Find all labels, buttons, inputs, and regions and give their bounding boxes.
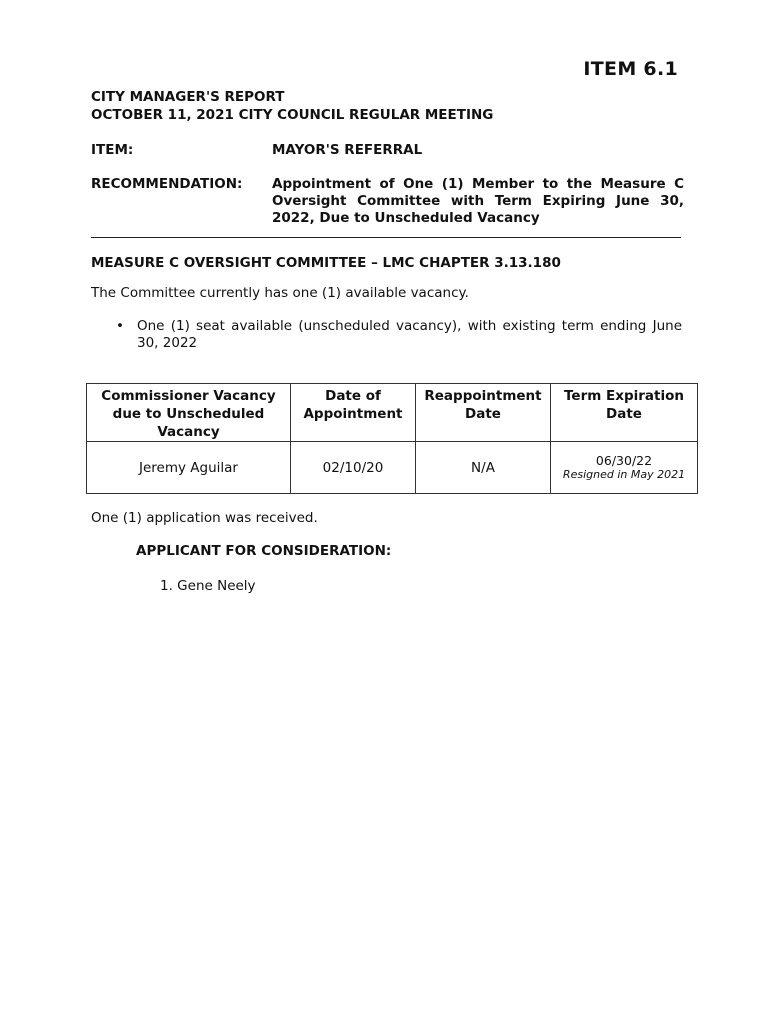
- item-label: ITEM:: [91, 142, 134, 158]
- term-expiration-date: 06/30/22: [595, 453, 653, 468]
- committee-intro: The Committee currently has one (1) available vacancy.: [91, 285, 469, 301]
- table-row: [87, 442, 698, 494]
- recommendation-value: Appointment of One (1) Member to the Measure C Oversight Committee with Term Expiring June 30, 2022, Due to Unscheduled Vacancy: [272, 176, 684, 226]
- header-commissioner: Commissioner Vacancy due to Unscheduled Vacancy: [87, 384, 291, 442]
- bullet-marker: •: [116, 318, 124, 334]
- section-divider: [91, 237, 681, 238]
- applicant-heading: APPLICANT FOR CONSIDERATION:: [136, 543, 392, 559]
- table-header-row: [87, 384, 698, 442]
- bullet-text: One (1) seat available (unscheduled vacancy), with existing term ending June 30, 2022: [137, 318, 682, 351]
- item-value: MAYOR'S REFERRAL: [272, 142, 423, 158]
- vacancy-table: [86, 383, 698, 494]
- item-number: ITEM 6.1: [583, 58, 678, 80]
- term-note: Resigned in May 2021: [562, 468, 686, 481]
- cell-commissioner: Jeremy Aguilar: [87, 442, 291, 494]
- report-title: CITY MANAGER'S REPORT: [91, 89, 285, 105]
- header-reappointment-date: Reappointment Date: [416, 384, 551, 442]
- recommendation-label: RECOMMENDATION:: [91, 176, 243, 192]
- header-term-expiration: Term Expiration Date: [551, 384, 698, 442]
- header-appointment-date: Date of Appointment: [291, 384, 416, 442]
- meeting-title: OCTOBER 11, 2021 CITY COUNCIL REGULAR MEETING: [91, 107, 494, 123]
- cell-appointment-date: 02/10/20: [291, 442, 416, 494]
- applications-received: One (1) application was received.: [91, 510, 318, 526]
- applicant-list-item: 1. Gene Neely: [160, 578, 256, 594]
- section-title: MEASURE C OVERSIGHT COMMITTEE – LMC CHAPTER 3.13.180: [91, 255, 561, 271]
- cell-reappointment-date: N/A: [416, 442, 551, 494]
- cell-term-expiration: [551, 442, 698, 494]
